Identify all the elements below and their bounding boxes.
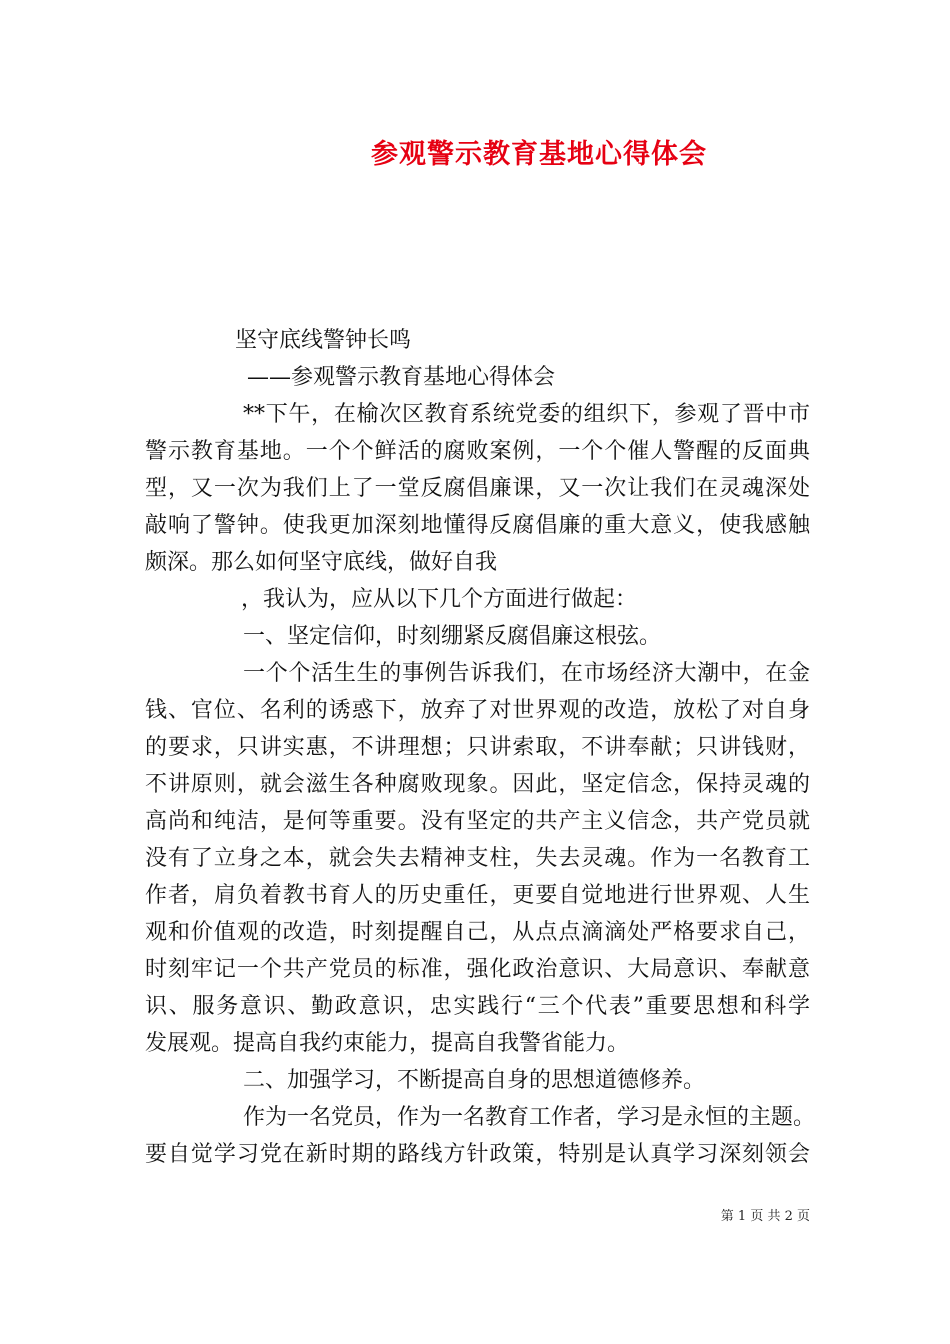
- paragraph-line: 作者，肩负着教书育人的历史重任，更要自觉地进行世界观、人生: [145, 883, 810, 908]
- paragraph-line: 高尚和纯洁，是何等重要。没有坚定的共产主义信念，共产党员就: [145, 809, 810, 834]
- section-heading-1: 一、坚定信仰，时刻绷紧反腐倡廉这根弦。: [243, 624, 662, 649]
- paragraph-line: 型，又一次为我们上了一堂反腐倡廉课，又一次让我们在灵魂深处: [145, 476, 810, 501]
- paragraph-line: 没有了立身之本，就会失去精神支柱，失去灵魂。作为一名教育工: [145, 846, 810, 871]
- paragraph-line: 警示教育基地。一个个鲜活的腐败案例，一个个催人警醒的反面典: [145, 439, 810, 464]
- paragraph-line: 时刻牢记一个共产党员的标准，强化政治意识、大局意识、奉献意: [145, 957, 810, 982]
- paragraph-line: **下午，在榆次区教育系统党委的组织下，参观了晋中市: [243, 402, 810, 427]
- article-subheading: ——参观警示教育基地心得体会: [247, 365, 556, 390]
- paragraph-line: ，我认为，应从以下几个方面进行做起：: [241, 587, 638, 612]
- paragraph-line: 发展观。提高自我约束能力，提高自我警省能力。: [145, 1031, 630, 1056]
- section-heading-2: 二、加强学习，不断提高自身的思想道德修养。: [243, 1068, 706, 1093]
- article-heading: 坚守底线警钟长鸣: [235, 328, 412, 353]
- paragraph-line: 钱、官位、名利的诱惑下，放弃了对世界观的改造，放松了对自身: [145, 698, 810, 723]
- paragraph-line: 不讲原则，就会滋生各种腐败现象。因此，坚定信念，保持灵魂的: [145, 772, 810, 797]
- document-body: [145, 322, 816, 1173]
- paragraph-line: 颇深。那么如何坚守底线，做好自我: [145, 550, 498, 575]
- paragraph-line: 一个个活生生的事例告诉我们，在市场经济大潮中，在金: [243, 661, 810, 686]
- paragraph-line: 要自觉学习党在新时期的路线方针政策，特别是认真学习深刻领会: [145, 1142, 810, 1167]
- page-number: 第 1 页 共 2 页: [720, 1209, 810, 1224]
- paragraph-line: 敲响了警钟。使我更加深刻地懂得反腐倡廉的重大意义，使我感触: [145, 513, 810, 538]
- paragraph-line: 作为一名党员，作为一名教育工作者，学习是永恒的主题。: [243, 1105, 816, 1130]
- paragraph-line: 的要求，只讲实惠，不讲理想；只讲索取，不讲奉献；只讲钱财，: [145, 735, 810, 760]
- paragraph-line: 识、服务意识、勤政意识，忠实践行“三个代表”重要思想和科学: [145, 994, 810, 1019]
- paragraph-line: 观和价值观的改造，时刻提醒自己，从点点滴滴处严格要求自己，: [145, 920, 810, 945]
- document-title: 参观警示教育基地心得体会: [371, 139, 707, 170]
